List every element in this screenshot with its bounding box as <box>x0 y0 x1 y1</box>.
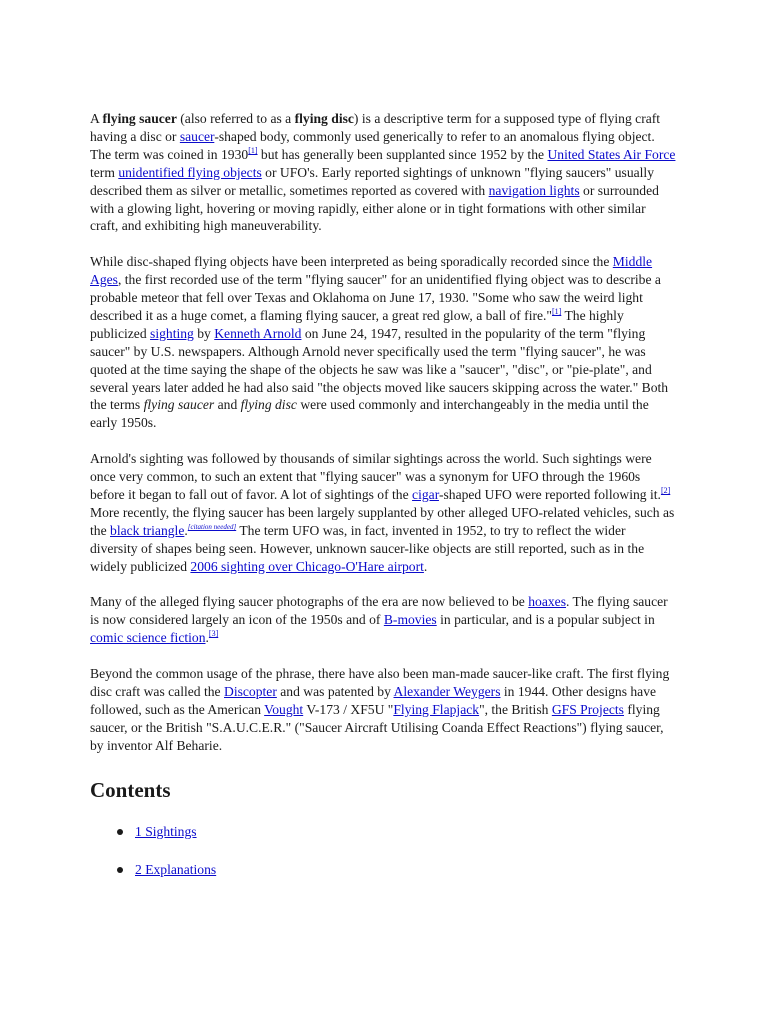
citation-link-1[interactable]: [1] <box>248 145 258 155</box>
link-hoaxes[interactable]: hoaxes <box>528 594 566 610</box>
paragraph-history: While disc-shaped flying objects have been interpreted as being sporadically recorded since the Middle Ages, the first recorded use of the term "flying saucer" for an unidentified flying object was to describe a probable meteor that fell over Texas and Oklahoma on June 17, 1930. "Some who saw the weird light described it as a huge comet, a flaming flying saucer, a great red glow, a ball of fire."[1] The highly publicized sighting by Kenneth Arnold on June 24, 1947, resulted in the popularity of the term "flying saucer" by U.S. newspapers. Although Arnold never specifically used the term "flying saucer", he was quoted at the time saying the shape of the objects he saw was like a "saucer", "disc", or "pie-plate", and several years later added he had also said "the objects moved like saucers skipping across the water." Both the terms flying saucer and flying disc were used commonly and interchangeably in the media until the early 1950s. <box>90 254 669 431</box>
link-comic-science-fiction[interactable]: comic science fiction <box>90 630 206 646</box>
link-kenneth-arnold[interactable]: Kenneth Arnold <box>214 325 302 341</box>
link-discopter[interactable]: Discopter <box>224 683 277 699</box>
link-unidentified-flying-objects[interactable]: unidentified flying objects <box>118 164 262 180</box>
citation-link-2[interactable]: [2] <box>660 486 671 495</box>
link-united-states-air-force[interactable]: United States Air Force <box>547 146 676 162</box>
contents-link-explanations[interactable]: 2 Explanations <box>135 861 217 877</box>
link-sighting[interactable]: sighting <box>150 325 194 341</box>
link-alexander-weygers[interactable]: Alexander Weygers <box>393 683 501 699</box>
link-b-movies[interactable]: B-movies <box>383 612 437 628</box>
link-saucer[interactable]: saucer <box>179 128 215 144</box>
term-flying-disc: flying disc <box>294 111 354 126</box>
citation-link-3[interactable]: [3] <box>208 629 219 639</box>
paragraph-intro: A flying saucer (also referred to as a flying disc) is a descriptive term for a supposed type of flying craft having a disc or saucer-shaped body, commonly used generically to refer to an anomalous flying object. The term was coined in 1930[1] but has generally been supplanted since 1952 by the United States Air Force term unidentified flying objects or UFO's. Early reported sightings of unknown "flying saucers" usually described them as silver or metallic, sometimes reported as covered with navigation lights or surrounded with a glowing light, hovering or moving rapidly, either alone or in tight formations with other similar craft, and exhibiting high maneuverability. <box>90 111 676 234</box>
link-navigation-lights[interactable]: navigation lights <box>488 182 580 198</box>
link-vought[interactable]: Vought <box>264 701 304 717</box>
link-middle-ages[interactable]: Middle Ages <box>90 254 653 288</box>
term-flying-saucer: flying saucer <box>102 111 177 126</box>
contents-list <box>90 823 676 879</box>
link-gfs-projects[interactable]: GFS Projects <box>551 701 624 717</box>
citation-link-1b[interactable]: [1] <box>551 306 562 316</box>
citation-needed-link[interactable]: [citation needed] <box>187 522 237 531</box>
contents-item <box>90 861 676 879</box>
link-black-triangle[interactable]: black triangle <box>110 522 185 538</box>
contents-heading: Contents <box>90 777 171 802</box>
paragraph-sightings: Arnold's sighting was followed by thousands of similar sightings across the world. Such sightings were once very common, to such an extent that "flying saucer" was a synonym for UFO through the 1960s before it began to fall out of favor. A lot of sightings of the cigar-shaped UFO were reported following it.[2] More recently, the flying saucer has been largely supplanted by other alleged UFO-related vehicles, such as the black triangle.[citation needed] The term UFO was, in fact, invented in 1952, to try to reflect the wider diversity of shapes being seen. However, unknown saucer-like objects are still reported, such as in the widely publicized 2006 sighting over Chicago-O'Hare airport. <box>90 451 675 574</box>
link-cigar[interactable]: cigar <box>412 487 439 502</box>
link-flying-flapjack[interactable]: Flying Flapjack <box>393 701 480 717</box>
contents-item <box>90 823 676 841</box>
bullet-icon <box>117 867 123 873</box>
contents-link-sightings[interactable]: 1 Sightings <box>135 823 197 839</box>
paragraph-man-made-craft: Beyond the common usage of the phrase, there have also been man-made saucer-like craft. The first flying disc craft was called the Discopter and was patented by Alexander Weygers in 1944. Other designs have followed, such as the American Vought V-173 / XF5U "Flying Flapjack", the British GFS Projects flying saucer, or the British "S.A.U.C.E.R." ("Saucer Aircraft Utilising Coanda Effect Reactions") flying saucer, by inventor Alf Beharie. <box>90 666 670 753</box>
paragraph-culture: Many of the alleged flying saucer photographs of the era are now believed to be hoaxes. The flying saucer is now considered largely an icon of the 1950s and of B-movies in particular, and is a popular subject in comic science fiction.[3] <box>90 594 668 646</box>
link-2006-sighting-ohare[interactable]: 2006 sighting over Chicago-O'Hare airport <box>190 558 424 574</box>
bullet-icon <box>117 829 123 835</box>
article-body <box>90 110 676 899</box>
